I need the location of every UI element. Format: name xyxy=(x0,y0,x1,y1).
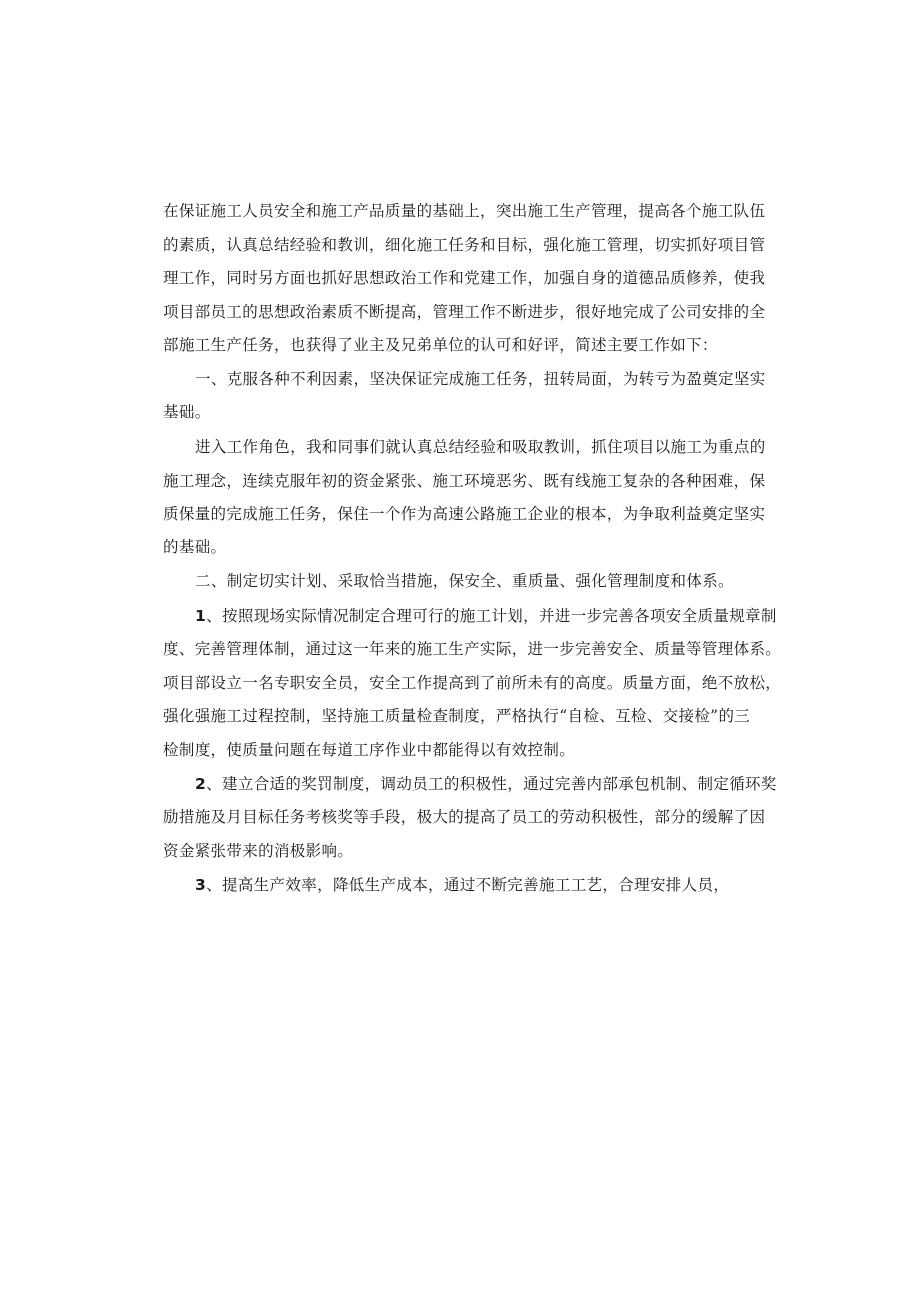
body-text-line: 理工作，同时另方面也抓好思想政治工作和党建工作，加强自身的道德品质修养，使我 xyxy=(163,269,766,287)
item-text: 、提高生产效率，降低生产成本，通过不断完善施工工艺，合理安排人员， xyxy=(206,876,730,894)
item-number: 1 xyxy=(195,607,207,625)
numbered-item-2 xyxy=(195,774,777,794)
item-text: 、按照现场实际情况制定合理可行的施工计划，并进一步完善各项安全质量规章制 xyxy=(206,607,777,625)
body-text-line: 进入工作角色，我和同事们就认真总结经验和吸取教训，抓住项目以施工为重点的 xyxy=(195,438,766,456)
body-text-line: 度、完善管理体制，通过这一年来的施工生产实际，进一步完善安全、质量等管理体系。 xyxy=(163,640,782,658)
body-text-line: 强化强施工过程控制，坚持施工质量检查制度，严格执行“自检、互检、交接检”的三 xyxy=(163,707,751,725)
numbered-item-1 xyxy=(195,606,777,626)
section-heading-two: 二、制定切实计划、采取恰当措施，保安全、重质量、强化管理制度和体系。 xyxy=(195,572,734,590)
body-text-line: 项目部员工的思想政治素质不断提高，管理工作不断进步，很好地完成了公司安排的全 xyxy=(163,303,766,321)
body-text-line: 励措施及月目标任务考核奖等手段，极大的提高了员工的劳动积极性，部分的缓解了因 xyxy=(163,808,766,826)
body-text-line: 质保量的完成施工任务，保住一个作为高速公路施工企业的根本，为争取利益奠定坚实 xyxy=(163,505,766,523)
body-text-line: 资金紧张带来的消极影响。 xyxy=(163,842,354,860)
body-text-line: 的基础。 xyxy=(163,538,227,556)
body-text-line: 部施工生产任务，也获得了业主及兄弟单位的认可和好评，简述主要工作如下： xyxy=(163,336,718,354)
item-number: 3 xyxy=(195,876,207,894)
body-text-line: 项目部设立一名专职安全员，安全工作提高到了前所未有的高度。质量方面，绝不放松， xyxy=(163,674,782,692)
body-text-line: 在保证施工人员安全和施工产品质量的基础上，突出施工生产管理，提高各个施工队伍 xyxy=(163,202,766,220)
body-text-line: 施工理念，连续克服年初的资金紧张、施工环境恶劣、既有线施工复杂的各种困难，保 xyxy=(163,472,766,490)
section-heading-one: 一、克服各种不利因素，坚决保证完成施工任务，扭转局面，为转亏为盈奠定坚实 xyxy=(195,370,766,388)
body-text-line: 检制度，使质量问题在每道工序作业中都能得以有效控制。 xyxy=(163,741,576,759)
item-number: 2 xyxy=(195,775,207,793)
item-text: 、建立合适的奖罚制度，调动员工的积极性，通过完善内部承包机制、制定循环奖 xyxy=(206,775,777,793)
body-text-line: 的素质，认真总结经验和教训，细化施工任务和目标，强化施工管理，切实抓好项目管 xyxy=(163,236,766,254)
numbered-item-3 xyxy=(195,875,729,895)
section-heading-one-cont: 基础。 xyxy=(163,403,211,421)
